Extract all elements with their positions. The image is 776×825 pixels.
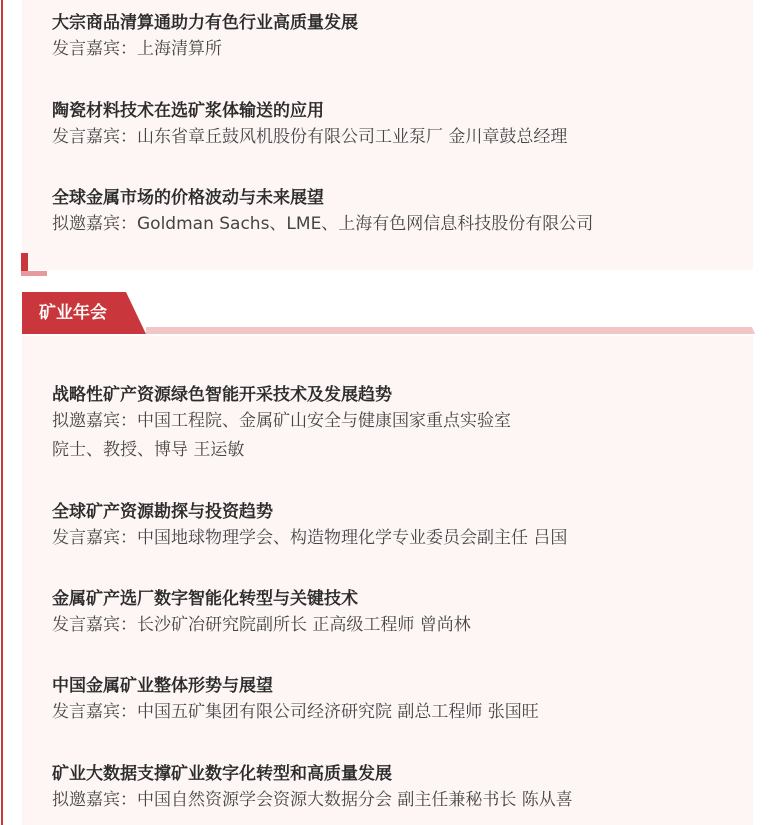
agenda-item bbox=[52, 674, 539, 727]
agenda-item-speaker: 发言嘉宾：山东省章丘鼓风机股份有限公司工业泵厂 金川章鼓总经理 bbox=[52, 127, 568, 147]
agenda-card-top bbox=[22, 0, 753, 270]
section-header-banner bbox=[22, 292, 755, 334]
agenda-item-speaker: 拟邀嘉宾：中国自然资源学会资源大数据分会 副主任兼秘书长 陈从喜 bbox=[52, 790, 573, 810]
agenda-card-bottom bbox=[22, 336, 753, 825]
agenda-item-title: 战略性矿产资源绿色智能开采技术及发展趋势 bbox=[52, 385, 392, 405]
agenda-item-speaker: 拟邀嘉宾：中国工程院、金属矿山安全与健康国家重点实验室 bbox=[52, 411, 511, 431]
card-corner-accent bbox=[21, 253, 28, 271]
section-header bbox=[22, 292, 755, 334]
agenda-item bbox=[52, 500, 567, 553]
agenda-item-title: 陶瓷材料技术在选矿浆体输送的应用 bbox=[52, 101, 324, 121]
agenda-item-title: 全球矿产资源勘探与投资趋势 bbox=[52, 502, 273, 522]
left-border-line bbox=[1, 0, 3, 825]
agenda-item-title: 金属矿产选厂数字智能化转型与关键技术 bbox=[52, 589, 358, 609]
card-corner-accent-underline bbox=[21, 271, 47, 276]
agenda-item-speaker: 拟邀嘉宾：Goldman Sachs、LME、上海有色网信息科技股份有限公司 bbox=[52, 214, 594, 234]
agenda-item-title: 大宗商品清算通助力有色行业高质量发展 bbox=[52, 13, 358, 33]
agenda-item-speaker-continued: 院士、教授、博导 王运敏 bbox=[52, 440, 245, 460]
agenda-item bbox=[52, 762, 573, 815]
agenda-item-speaker: 发言嘉宾：中国五矿集团有限公司经济研究院 副总工程师 张国旺 bbox=[52, 702, 539, 722]
section-title: 矿业年会 bbox=[39, 303, 107, 323]
agenda-item bbox=[52, 11, 358, 64]
agenda-item bbox=[52, 383, 511, 465]
agenda-item bbox=[52, 99, 567, 152]
agenda-item-speaker: 发言嘉宾：上海清算所 bbox=[52, 39, 222, 59]
agenda-item-speaker: 发言嘉宾：中国地球物理学会、构造物理化学专业委员会副主任 吕国 bbox=[52, 528, 568, 548]
agenda-item-title: 矿业大数据支撑矿业数字化转型和高质量发展 bbox=[52, 764, 392, 784]
agenda-item bbox=[52, 587, 471, 640]
agenda-item-title: 全球金属市场的价格波动与未来展望 bbox=[52, 188, 324, 208]
agenda-item-title: 中国金属矿业整体形势与展望 bbox=[52, 676, 273, 696]
agenda-item-speaker: 发言嘉宾：长沙矿冶研究院副所长 正高级工程师 曾尚林 bbox=[52, 615, 471, 635]
agenda-item bbox=[52, 186, 593, 239]
